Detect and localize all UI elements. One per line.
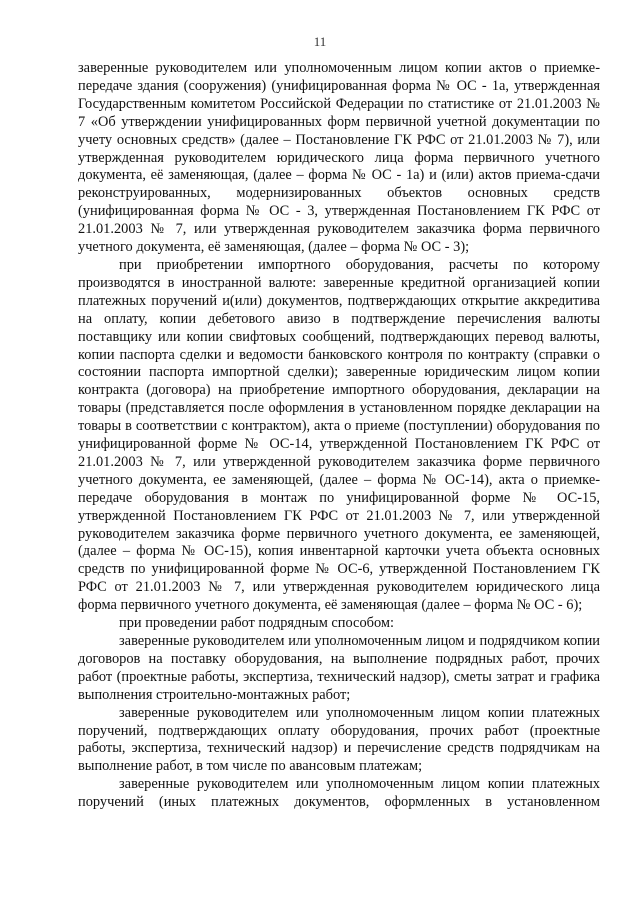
page-number: 11 [313, 34, 327, 49]
paragraph: заверенные руководителем или уполномоченным лицом копии платежных поручений (иных платежных документов, оформленных в установленном [78, 776, 600, 811]
document-body [78, 60, 600, 812]
paragraph: заверенные руководителем или уполномоченным лицом копии актов о приемке-передаче здания (сооружения) (унифицированная форма № ОС - 1а, утвержденная Государственным комитетом Российской Федерации по статистике от 21.01.2003 № 7 «Об утверждении унифицированных форм первичной учетной документации по учету основных средств» (далее – Постановление ГК РФС от 21.01.2003 № 7), или утвержденная руководителем юридического лица форма первичного учетного документа, её заменяющая, (далее – форма № ОС - 1а) и (или) актов приема-сдачи реконструированных, модернизированных объектов основных средств (унифицированная форма № ОС - 3, утвержденная Постановлением ГК РФС от 21.01.2003 № 7, или утвержденная руководителем заказчика форма первичного учетного документа, её заменяющая, (далее – форма № ОС - 3); [78, 60, 600, 256]
paragraph: при проведении работ подрядным способом: [119, 615, 394, 632]
paragraph: при приобретении импортного оборудования, расчеты по которому производятся в иностранной валюте: заверенные кредитной организацией копии платежных поручений и(или) документов, подтверждающих открытие аккредитива на оплату, копии дебетового авизо в подтверждение перечисления валюты поставщику или копии свифтовых сообщений, подтверждающих перевод валюты, копии паспорта сделки и ведомости банковского контроля по контракту (справки о состоянии паспорта импортной сделки); заверенные юридическим лицом копии контракта (договора) на приобретение импортного оборудования, декларации на товары (представляется после оформления в установленном порядке декларации на товары в соответствии с контрактом), акта о приеме (поступлении) оборудования по унифицированной форме № ОС-14, утвержденной Постановлением ГК РФС от 21.01.2003 № 7, или утвержденной руководителем заказчика форме первичного учетного документа, ее заменяющей, (далее – форма № ОС-14), акта о приемке-передаче оборудования в монтаж по унифицированной форме № ОС-15, утвержденной Постановлением ГК РФС от 21.01.2003 № 7, или утвержденной руководителем заказчика форме первичного учетного документа, ее заменяющей, (далее – форма № ОС-15), копия инвентарной карточки учета объекта основных средств по унифицированной форме № ОС-6, утвержденной Постановлением ГК РФС от 21.01.2003 № 7, или утвержденная руководителем юридического лица форма первичного учетного документа, её заменяющая (далее – форма № ОС - 6); [78, 256, 600, 614]
paragraph: заверенные руководителем или уполномоченным лицом копии платежных поручений, подтверждающих оплату оборудования, прочих работ (проектные работы, экспертиза, технический надзор) и перечисление средств подрядчикам на выполнение работ, в том числе по авансовым платежам; [78, 704, 600, 775]
paragraph: заверенные руководителем или уполномоченным лицом и подрядчиком копии договоров на поставку оборудования, на выполнение подрядных работ, прочих работ (проектные работы, экспертиза, технический надзор), сметы затрат и графика выполнения строительно-монтажных работ; [78, 633, 600, 703]
